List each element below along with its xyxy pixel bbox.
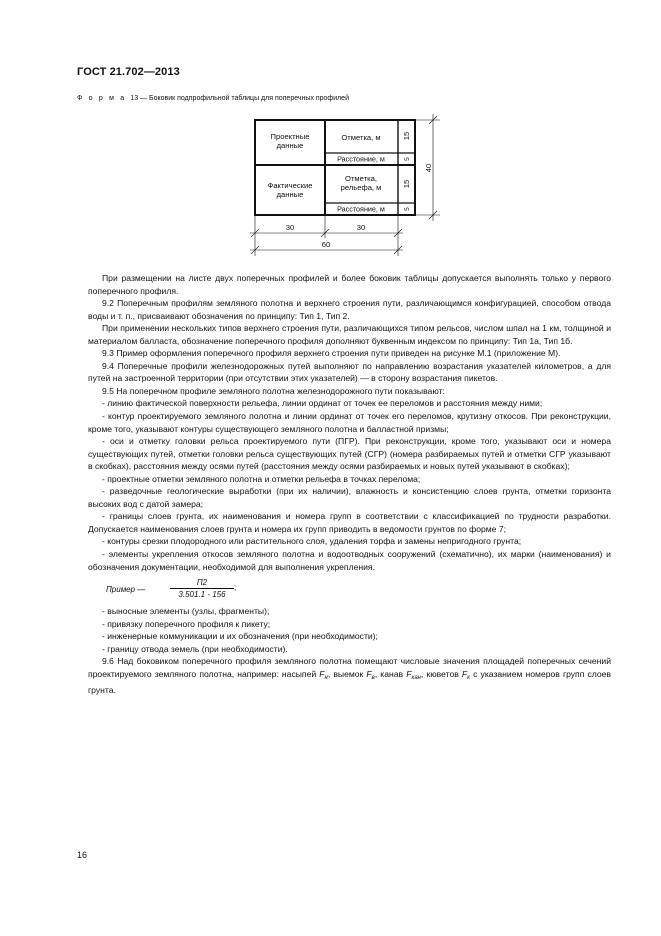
paragraph: - инженерные коммуникации и их обозначения (при необходимости); (102, 631, 378, 642)
form-caption-dash: — (138, 95, 149, 102)
distance-label-2: Расстояние, м (337, 204, 385, 214)
form-caption (77, 95, 597, 102)
paragraph: При размещении на листе двух поперечных профилей и более боковик таблицы допускается выполнять только у первого поперечного профиля. (88, 273, 611, 296)
form-caption-prefix: Ф о р м а (77, 95, 127, 102)
symbol-f: F (366, 668, 372, 679)
side-table-diagram (240, 110, 460, 258)
dim-label-5: 5 (404, 157, 411, 161)
paragraph: - границу отвода земель (при необходимости). (102, 643, 288, 654)
body-text (88, 272, 611, 697)
symbol-f: F (319, 668, 325, 679)
example-numerator: П2 (170, 577, 234, 589)
paragraph: - проектные отметки земляного полотна и отметки рельефа в точках перелома; (102, 473, 421, 484)
dim-label-5: 5 (404, 207, 411, 211)
paragraph: 9.2 Поперечным профилям земляного полотна и верхнего строения пути, различающимся конфигурацией, способом отвода воды и т. п., присваивают обозначения по принципу: Тип 1, Тип 2. (88, 298, 611, 321)
dim-label-40: 40 (424, 163, 433, 173)
example-label: Пример — (106, 585, 146, 595)
example-fraction (170, 577, 237, 600)
example-semicolon: ; (234, 583, 237, 593)
page-number: 16 (77, 850, 88, 860)
example-denominator: 3.501.1 - 156 (178, 590, 226, 600)
document-header: ГОСТ 21.702—2013 (77, 66, 180, 78)
paragraph: - разведочные геологические выработки (при их наличии), влажность и консистенцию слоев грунта, отметки горизонта высоких вод с датой замера; (88, 486, 611, 509)
symbol-f: F (461, 668, 468, 679)
distance-label: Расстояние, м (337, 154, 385, 164)
paragraph: - оси и отметку головки рельса проектируемого пути (ПГР). При реконструкции, кроме того, указывают оси и номера существующих путей, отметки головки рельса существующих путей (СГР) (номера разбираемых путей и отметки СГР указывают в скобках), расстояния между осями путей (расстояния между осями разбираемых и новых путей указывают в скобках); (88, 436, 611, 472)
paragraph: - привязку поперечного профиля к пикету; (102, 618, 271, 629)
actual-data-label-2: данные (276, 190, 304, 199)
dim-label-15: 15 (402, 131, 411, 141)
example-block (88, 577, 611, 599)
paragraph: 9.3 Пример оформления поперечного профиля верхнего строения пути приведен на рисунке М.1 (приложение М). (102, 348, 561, 359)
design-data-label-1: Проектные (270, 132, 310, 141)
elevation-relief-label-2: рельефа, м (340, 183, 382, 192)
paragraph: - линию фактической поверхности рельефа, линии ординат от точек ее переломов и расстояния между ними; (102, 398, 543, 409)
paragraph: - контур проектируемого земляного полотна и линии ординат от точек его переломов, крутизну откосов. При реконструкции, кроме того, указывают контуры существующего земляного полотна и балластной призмы; (88, 411, 611, 434)
dim-label-30: 30 (356, 223, 366, 232)
paragraph: - выносные элементы (узлы, фрагменты); (102, 606, 270, 617)
form-caption-text: Боковик подпрофильной таблицы для поперечных профилей (148, 95, 349, 102)
design-data-label-2: данные (276, 141, 304, 150)
paragraph: 9.5 На поперечном профиле земляного полотна железнодорожного пути показывают: (102, 385, 445, 396)
paragraph-9-6: 9.6 Над боковиком поперечного профиля земляного полотна помещают числовые значения площадей поперечных сечений проектируемого земляного полотна, например: насыпей $F_н$, выемок $F_в$, канав $F_{кан}$, кюветов $F_к$ с указанием номеров групп слоев грунта. (88, 656, 612, 696)
symbol-f: F (406, 668, 412, 679)
dim-label-15: 15 (402, 179, 411, 189)
paragraph: - границы слоев грунта, их наименования и номера групп в соответствии с классификацией по трудности разработки. Допускается наименования слоев грунта и номера их групп приводить в ведомости грунтов по форме 7; (88, 511, 611, 534)
elevation-relief-label-1: Отметка, (345, 174, 377, 183)
actual-data-label-1: Фактические (267, 181, 313, 190)
paragraph: - элементы укрепления откосов земляного полотна и водоотводных сооружений (схематично), их марки (наименования) и обозначения документации, необходимой для выполнения укрепления. (88, 549, 611, 572)
form-caption-number: 13 (130, 95, 139, 102)
dim-label-60: 60 (321, 240, 331, 249)
paragraph: - контуры срезки плодородного или растительного слоя, удаления торфа и замены непригодного грунта; (102, 536, 522, 547)
dim-label-30: 30 (285, 223, 295, 232)
paragraph: При применении нескольких типов верхнего строения пути, различающихся типом рельсов, числом шпал на 1 км, толщиной и материалом балласта, обозначение поперечного профиля дополняют буквенным индексом по принципу: Тип 1а, Тип 1б. (88, 323, 611, 346)
paragraph: 9.4 Поперечные профили железнодорожных путей выполняют по направлению возрастания указателей километров, а для путей на застроенной территории (при отсутствии этих указателей) — в сторону возрастания пикетов. (88, 360, 611, 384)
elevation-label: Отметка, м (341, 133, 381, 142)
